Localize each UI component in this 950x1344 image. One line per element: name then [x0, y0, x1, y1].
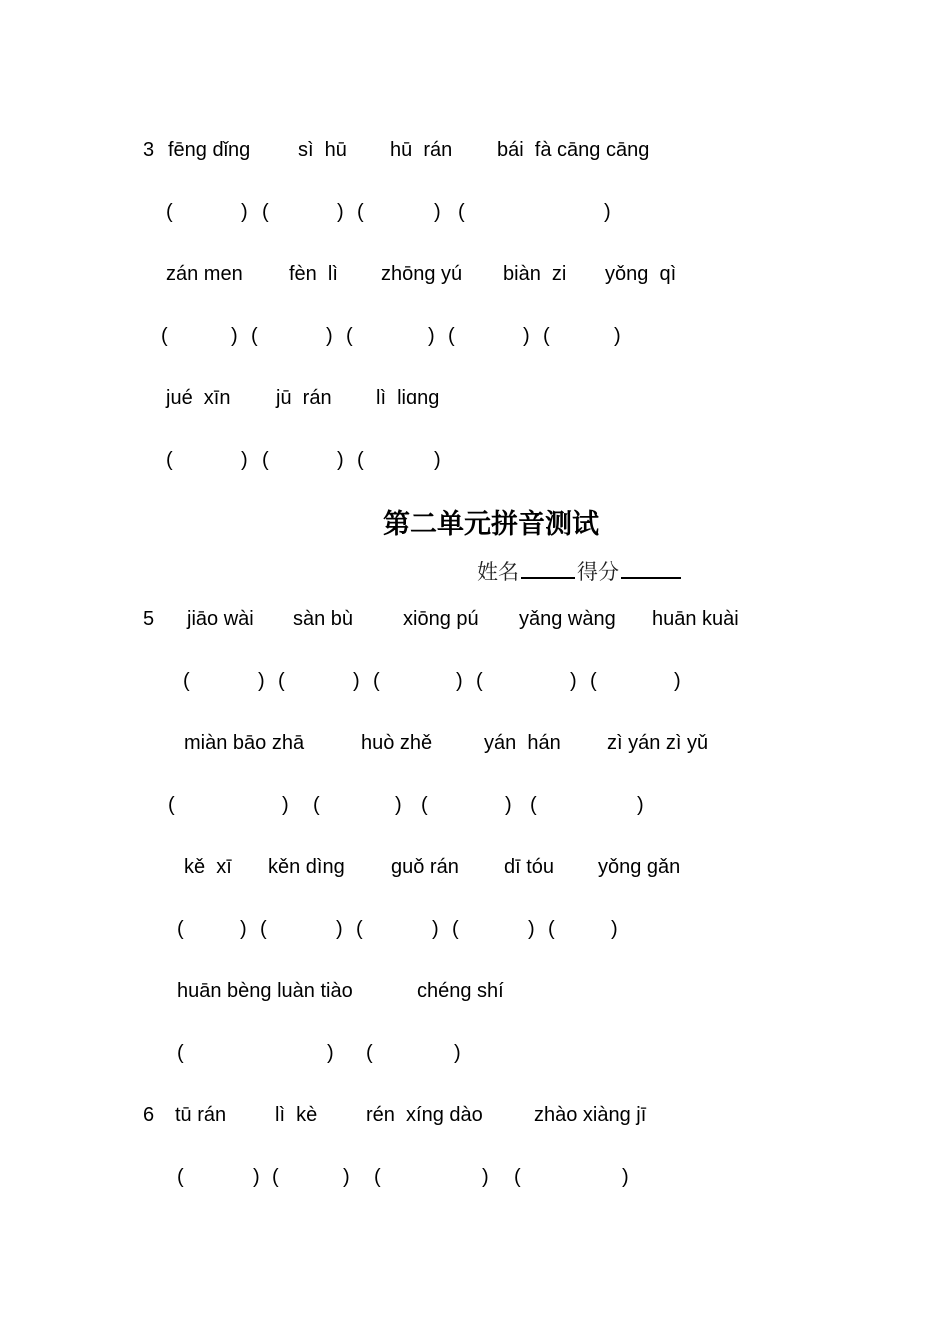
pinyin-word: jū rán: [276, 387, 332, 409]
pinyin-word: xiōng pú: [403, 608, 479, 630]
name-score-line: [477, 556, 683, 586]
pinyin-word: zì yán zì yǔ: [607, 732, 709, 754]
answer-bracket: (: [262, 449, 269, 471]
answer-bracket: ): [241, 201, 248, 223]
answer-bracket: ): [611, 918, 618, 940]
answer-bracket: (: [452, 918, 459, 940]
name-blank[interactable]: [521, 557, 575, 579]
exercise-row: [0, 1165, 950, 1195]
answer-bracket: (: [543, 325, 550, 347]
answer-bracket: ): [434, 201, 441, 223]
pinyin-word: chéng shí: [417, 980, 504, 1002]
pinyin-word: zán men: [166, 263, 243, 285]
exercise-row: [0, 138, 950, 168]
score-blank[interactable]: [621, 557, 681, 579]
answer-bracket: ): [395, 794, 402, 816]
answer-bracket: (: [476, 670, 483, 692]
answer-bracket: (: [313, 794, 320, 816]
answer-bracket: (: [183, 670, 190, 692]
pinyin-word: lì kè: [275, 1104, 318, 1126]
name-label: 姓名: [477, 560, 519, 584]
answer-bracket: (: [272, 1166, 279, 1188]
answer-bracket: (: [356, 918, 363, 940]
answer-bracket: (: [168, 794, 175, 816]
answer-bracket: (: [262, 201, 269, 223]
answer-bracket: ): [434, 449, 441, 471]
exercise-row: [0, 324, 950, 354]
answer-bracket: ): [240, 918, 247, 940]
answer-bracket: ): [353, 670, 360, 692]
pinyin-word: biàn zi: [503, 263, 567, 285]
answer-bracket: (: [373, 670, 380, 692]
answer-bracket: ): [428, 325, 435, 347]
answer-bracket: (: [548, 918, 555, 940]
exercise-row: [0, 262, 950, 292]
answer-bracket: (: [374, 1166, 381, 1188]
answer-bracket: (: [366, 1042, 373, 1064]
exercise-row: [0, 855, 950, 885]
answer-bracket: ): [337, 201, 344, 223]
score-label: 得分: [577, 560, 619, 584]
answer-bracket: ): [326, 325, 333, 347]
answer-bracket: (: [166, 201, 173, 223]
question-number: 3: [143, 139, 155, 161]
pinyin-word: yǒng gǎn: [598, 856, 681, 878]
pinyin-word: tū rán: [175, 1104, 227, 1126]
pinyin-word: huān kuài: [652, 608, 739, 630]
pinyin-word: lì liɑng: [376, 387, 440, 409]
answer-bracket: (: [357, 201, 364, 223]
question-number: 5: [143, 608, 155, 630]
exercise-row: [0, 979, 950, 1009]
answer-bracket: ): [454, 1042, 461, 1064]
answer-bracket: ): [604, 201, 611, 223]
exercise-row: [0, 386, 950, 416]
answer-bracket: (: [260, 918, 267, 940]
pinyin-word: sì hū: [298, 139, 347, 161]
answer-bracket: ): [456, 670, 463, 692]
exercise-row: [0, 731, 950, 761]
answer-bracket: (: [251, 325, 258, 347]
pinyin-word: huò zhě: [361, 732, 433, 754]
exercise-row: [0, 448, 950, 478]
pinyin-word: kěn dìng: [268, 856, 345, 878]
answer-bracket: ): [336, 918, 343, 940]
pinyin-word: zhōng yú: [381, 263, 463, 285]
answer-bracket: (: [458, 201, 465, 223]
answer-bracket: (: [421, 794, 428, 816]
question-number: 6: [143, 1104, 155, 1126]
pinyin-word: dī tóu: [504, 856, 555, 878]
answer-bracket: ): [432, 918, 439, 940]
answer-bracket: ): [282, 794, 289, 816]
exercise-row: [0, 1103, 950, 1133]
pinyin-word: yǒng qì: [605, 263, 677, 285]
answer-bracket: ): [253, 1166, 260, 1188]
pinyin-word: jué xīn: [166, 387, 231, 409]
pinyin-word: guǒ rán: [391, 856, 459, 878]
answer-bracket: (: [357, 449, 364, 471]
pinyin-word: bái fà cāng cāng: [497, 139, 650, 161]
pinyin-word: rén xíng dào: [366, 1104, 483, 1126]
pinyin-word: fēng dǐng: [168, 139, 251, 161]
answer-bracket: (: [590, 670, 597, 692]
answer-bracket: ): [231, 325, 238, 347]
answer-bracket: ): [327, 1042, 334, 1064]
pinyin-word: sàn bù: [293, 608, 354, 630]
pinyin-word: yán hán: [484, 732, 561, 754]
answer-bracket: ): [528, 918, 535, 940]
exercise-row: [0, 200, 950, 230]
exercise-row: [0, 669, 950, 699]
answer-bracket: ): [637, 794, 644, 816]
section-title: 第二单元拼音测试: [383, 509, 599, 540]
answer-bracket: ): [523, 325, 530, 347]
answer-bracket: (: [177, 1042, 184, 1064]
pinyin-word: miàn bāo zhā: [184, 732, 305, 754]
answer-bracket: (: [166, 449, 173, 471]
answer-bracket: ): [482, 1166, 489, 1188]
answer-bracket: ): [674, 670, 681, 692]
answer-bracket: ): [614, 325, 621, 347]
answer-bracket: (: [448, 325, 455, 347]
answer-bracket: ): [337, 449, 344, 471]
answer-bracket: (: [161, 325, 168, 347]
pinyin-word: zhào xiàng jī: [534, 1104, 647, 1126]
pinyin-word: hū rán: [390, 139, 453, 161]
answer-bracket: ): [258, 670, 265, 692]
exercise-row: [0, 793, 950, 823]
answer-bracket: (: [177, 1166, 184, 1188]
pinyin-word: yǎng wàng: [519, 608, 616, 630]
answer-bracket: (: [514, 1166, 521, 1188]
pinyin-word: kě xī: [184, 856, 232, 878]
answer-bracket: (: [530, 794, 537, 816]
answer-bracket: (: [177, 918, 184, 940]
exercise-row: [0, 917, 950, 947]
answer-bracket: ): [505, 794, 512, 816]
answer-bracket: ): [343, 1166, 350, 1188]
pinyin-word: jiāo wài: [187, 608, 254, 630]
answer-bracket: (: [346, 325, 353, 347]
pinyin-word: huān bèng luàn tiào: [177, 980, 353, 1002]
answer-bracket: ): [241, 449, 248, 471]
exercise-row: [0, 1041, 950, 1071]
exercise-row: [0, 607, 950, 637]
answer-bracket: (: [278, 670, 285, 692]
pinyin-word: fèn lì: [289, 263, 338, 285]
answer-bracket: ): [622, 1166, 629, 1188]
answer-bracket: ): [570, 670, 577, 692]
